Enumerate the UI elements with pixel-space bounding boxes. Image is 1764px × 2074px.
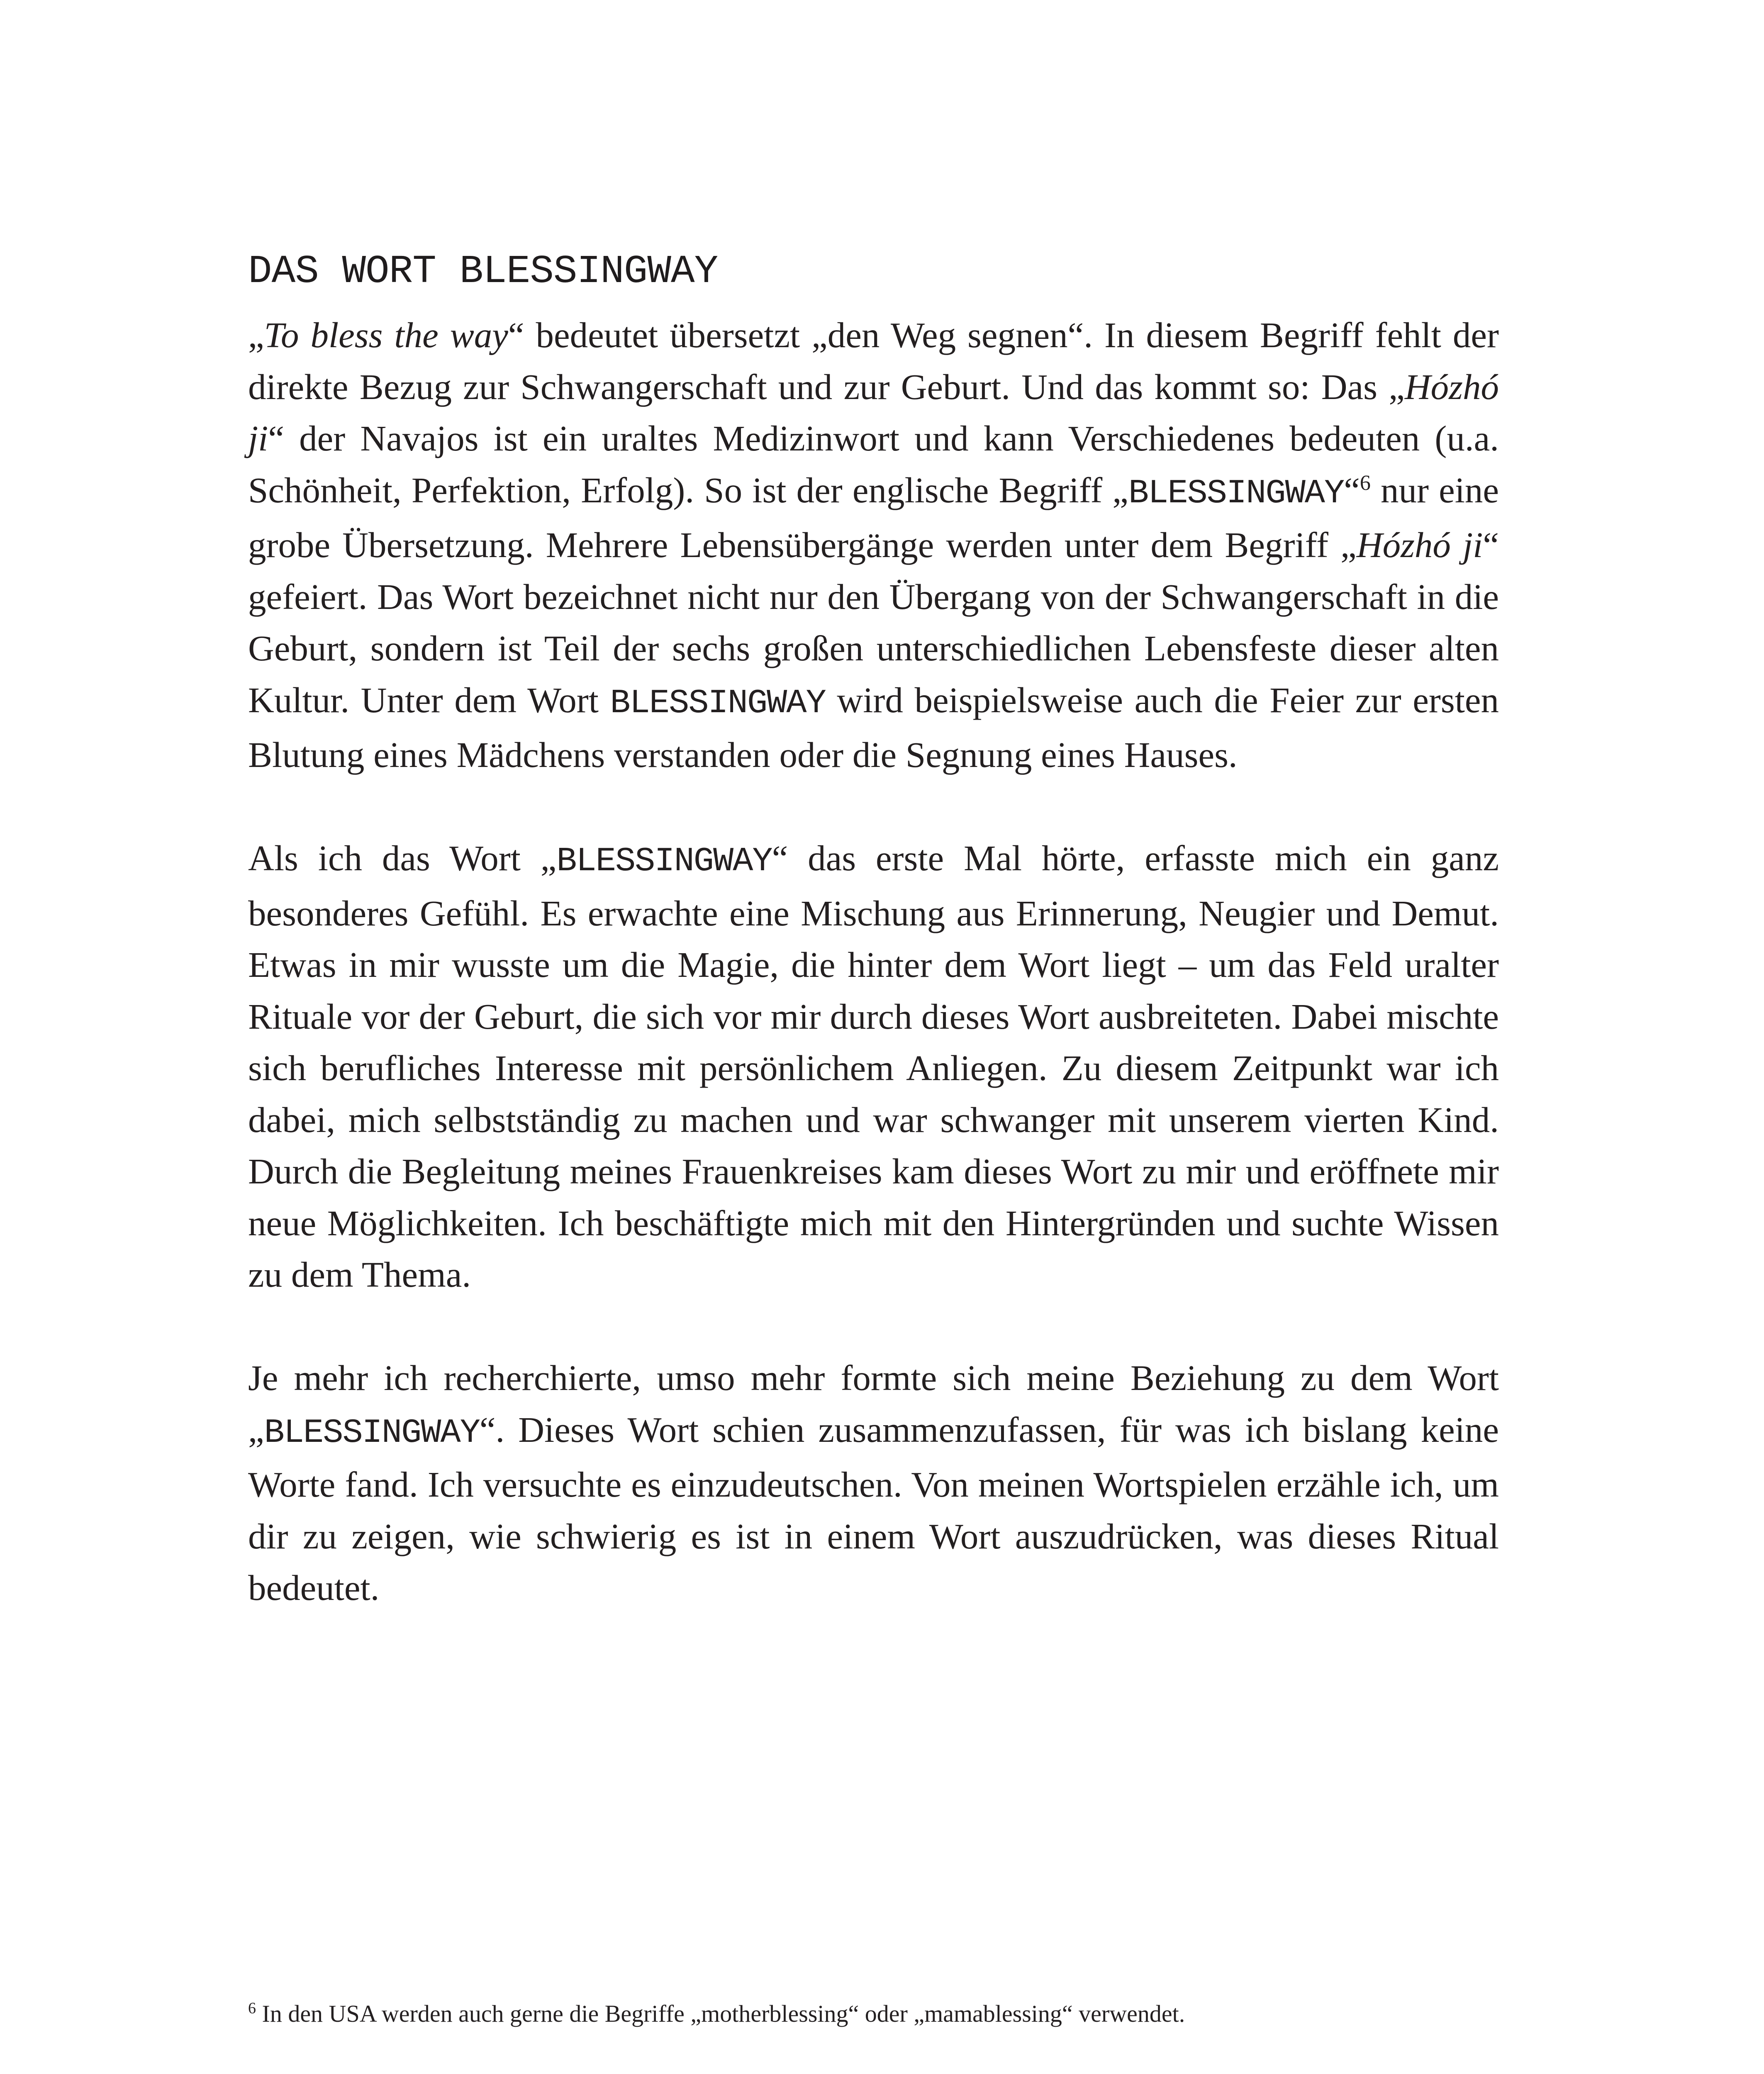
section-heading: DAS WORT BLESSINGWAY	[248, 249, 718, 294]
p2-mono-term: BLESSINGWAY	[556, 842, 772, 881]
footnote-reference: 6	[1360, 471, 1371, 495]
p3-text-c: “. Dieses Wort schien zusammenzufassen, für was ich bislang keine Worte fand. Ich versuchte es einzudeutschen. Von meinen Wortspielen erzähle ich, um dir zu zeigen, wie schwierig es ist in einem Wort auszudrücken, was dieses Ritual bedeutet.	[248, 1409, 1499, 1608]
p1-italic-hozho-1: Hózhó ji	[248, 366, 1499, 458]
p1-mono-term-2: BLESSINGWAY	[610, 684, 826, 723]
p3-text-a: Je mehr ich recherchierte, umso mehr formte sich meine Beziehung zu dem Wort „	[248, 1358, 1499, 1450]
p1-text-c: “ bedeutet übersetzt „den Weg segnen“. In diesem Begriff fehlt der direkte Bezug zur Schwangerschaft und zur Geburt. Und das kommt so: Das „	[248, 315, 1499, 407]
p1-text-i: nur eine grobe Übersetzung. Mehrere Lebensübergänge werden unter dem Begriff „	[248, 470, 1499, 565]
p1-text-m: wird beispielsweise auch die Feier zur ersten Blutung eines Mädchens verstanden oder die Segnung eines Hauses.	[248, 679, 1499, 775]
paragraph-2	[248, 833, 1499, 1301]
footnote-number: 6	[248, 1999, 256, 2017]
body-text	[248, 309, 1499, 1665]
p2-text-a: Als ich das Wort „	[248, 838, 557, 878]
p2-text-c: “ das erste Mal hörte, erfasste mich ein ganz besonderes Gefühl. Es erwachte eine Mischung aus Erinnerung, Neugier und Demut. Etwas in mir wusste um die Magie, die hinter dem Wort liegt – um das Feld uralter Rituale vor der Geburt, die sich vor mir durch dieses Wort ausbreiteten. Dabei mischte sich berufliches Interesse mit persönlichem Anliegen. Zu diesem Zeitpunkt war ich dabei, mich selbstständig zu machen und war schwanger mit unserem vierten Kind. Durch die Begleitung meines Frauenkreises kam dieses Wort zu mir und eröffnete mir neue Möglichkeiten. Ich beschäftigte mich mit den Hintergründen und suchte Wissen zu dem Thema.	[248, 838, 1499, 1295]
p1-italic-phrase: To bless the way	[264, 315, 508, 355]
p1-mono-term-1: BLESSINGWAY	[1128, 474, 1344, 513]
p3-mono-term: BLESSINGWAY	[264, 1413, 480, 1452]
footnote	[248, 1997, 1499, 2030]
p1-text-g: “	[1344, 470, 1360, 510]
p1-text-e: “ der Navajos ist ein uraltes Medizinwort und kann Verschiedenes bedeuten (u.a. Schönheit, Perfektion, Erfolg). So ist der englische Begriff „	[248, 418, 1499, 510]
paragraph-3	[248, 1352, 1499, 1614]
footnote-text: In den USA werden auch gerne die Begriffe „motherblessing“ oder „mamablessing“ verwendet.	[256, 2000, 1185, 2027]
p1-text-k: “ gefeiert. Das Wort bezeichnet nicht nur den Übergang von der Schwangerschaft in die Geburt, sondern ist Teil der sechs großen unterschiedlichen Lebensfeste dieser alten Kultur. Unter dem Wort	[248, 525, 1499, 720]
p1-italic-hozho-2: Hózhó ji	[1356, 525, 1483, 565]
paragraph-1	[248, 309, 1499, 781]
p1-text-a: „	[248, 315, 264, 355]
